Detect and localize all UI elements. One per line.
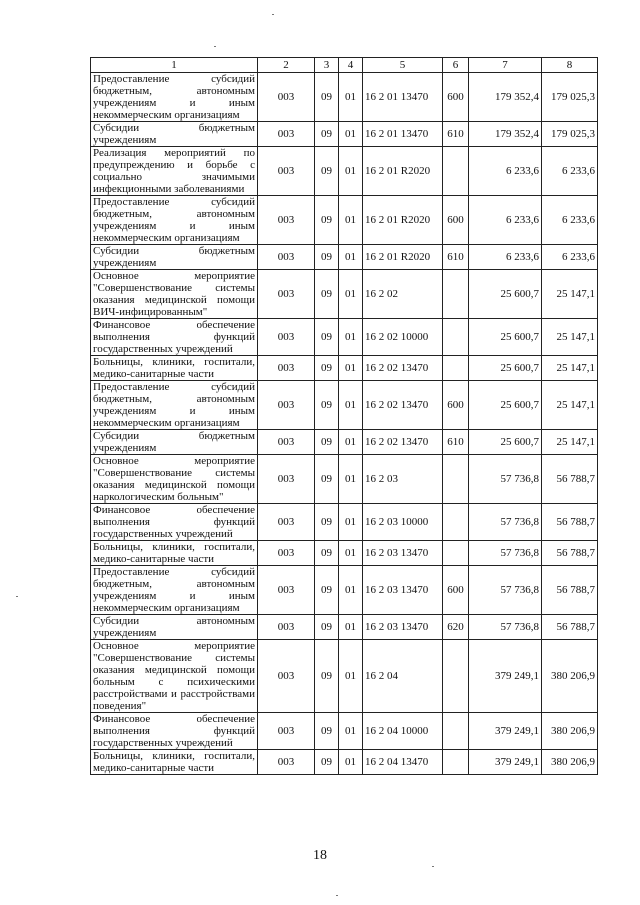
column-header-1: 1: [91, 58, 258, 73]
cell-amount-year-2: 6 233,6: [542, 147, 598, 196]
cell-section: 09: [315, 640, 339, 713]
cell-amount-year-2: 56 788,7: [542, 541, 598, 566]
cell-subsection: 01: [339, 122, 363, 147]
cell-section: 09: [315, 381, 339, 430]
cell-subsection: 01: [339, 245, 363, 270]
cell-name: Больницы, клиники, госпитали, медико-санитарные части: [91, 750, 258, 775]
cell-amount-year-1: 25 600,7: [469, 319, 542, 356]
cell-name: Предоставление субсидий бюджетным, автономным учреждениям и иным некоммерческим организациям: [91, 196, 258, 245]
cell-expense-type: 610: [443, 122, 469, 147]
cell-section: 09: [315, 356, 339, 381]
cell-amount-year-1: 57 736,8: [469, 566, 542, 615]
cell-expense-type: 600: [443, 566, 469, 615]
cell-section: 09: [315, 319, 339, 356]
table-row: [91, 122, 598, 147]
column-header-7: 7: [469, 58, 542, 73]
table-row: [91, 541, 598, 566]
cell-ministry-code: 003: [258, 455, 315, 504]
cell-subsection: 01: [339, 270, 363, 319]
cell-target-article: 16 2 04: [363, 640, 443, 713]
column-header-6: 6: [443, 58, 469, 73]
column-header-2: 2: [258, 58, 315, 73]
cell-expense-type: [443, 270, 469, 319]
cell-subsection: 01: [339, 356, 363, 381]
cell-ministry-code: 003: [258, 750, 315, 775]
cell-name: Предоставление субсидий бюджетным, автономным учреждениям и иным некоммерческим организациям: [91, 566, 258, 615]
cell-target-article: 16 2 02 10000: [363, 319, 443, 356]
cell-ministry-code: 003: [258, 319, 315, 356]
cell-target-article: 16 2 02 13470: [363, 381, 443, 430]
cell-ministry-code: 003: [258, 615, 315, 640]
cell-amount-year-2: 380 206,9: [542, 750, 598, 775]
table-row: [91, 455, 598, 504]
cell-subsection: 01: [339, 504, 363, 541]
cell-subsection: 01: [339, 713, 363, 750]
table-row: [91, 430, 598, 455]
cell-expense-type: 610: [443, 245, 469, 270]
cell-name: Субсидии бюджетным учреждениям: [91, 430, 258, 455]
cell-subsection: 01: [339, 430, 363, 455]
column-header-5: 5: [363, 58, 443, 73]
cell-expense-type: 600: [443, 73, 469, 122]
cell-target-article: 16 2 04 10000: [363, 713, 443, 750]
cell-amount-year-1: 379 249,1: [469, 713, 542, 750]
scan-speck: [272, 14, 274, 15]
cell-ministry-code: 003: [258, 640, 315, 713]
cell-section: 09: [315, 430, 339, 455]
cell-amount-year-2: 56 788,7: [542, 455, 598, 504]
cell-name: Больницы, клиники, госпитали, медико-санитарные части: [91, 541, 258, 566]
cell-section: 09: [315, 122, 339, 147]
table-row: [91, 640, 598, 713]
cell-name: Предоставление субсидий бюджетным, автономным учреждениям и иным некоммерческим организациям: [91, 73, 258, 122]
cell-amount-year-2: 25 147,1: [542, 270, 598, 319]
table-row: [91, 270, 598, 319]
cell-target-article: 16 2 01 R2020: [363, 196, 443, 245]
cell-ministry-code: 003: [258, 245, 315, 270]
cell-target-article: 16 2 03 13470: [363, 615, 443, 640]
cell-amount-year-2: 179 025,3: [542, 73, 598, 122]
cell-name: Субсидии бюджетным учреждениям: [91, 245, 258, 270]
cell-section: 09: [315, 750, 339, 775]
cell-section: 09: [315, 566, 339, 615]
cell-amount-year-2: 380 206,9: [542, 713, 598, 750]
table-row: [91, 147, 598, 196]
scan-speck: [432, 866, 434, 867]
cell-section: 09: [315, 713, 339, 750]
cell-target-article: 16 2 02 13470: [363, 356, 443, 381]
cell-section: 09: [315, 196, 339, 245]
page-number: 18: [313, 848, 327, 863]
cell-subsection: 01: [339, 147, 363, 196]
scan-speck: [214, 46, 216, 47]
cell-name: Предоставление субсидий бюджетным, автономным учреждениям и иным некоммерческим организациям: [91, 381, 258, 430]
cell-expense-type: [443, 455, 469, 504]
budget-table: [90, 57, 598, 775]
cell-target-article: 16 2 04 13470: [363, 750, 443, 775]
cell-target-article: 16 2 02: [363, 270, 443, 319]
cell-amount-year-2: 6 233,6: [542, 196, 598, 245]
cell-section: 09: [315, 615, 339, 640]
cell-expense-type: [443, 750, 469, 775]
cell-amount-year-2: 6 233,6: [542, 245, 598, 270]
cell-expense-type: [443, 356, 469, 381]
cell-subsection: 01: [339, 541, 363, 566]
cell-amount-year-1: 6 233,6: [469, 245, 542, 270]
cell-ministry-code: 003: [258, 73, 315, 122]
cell-ministry-code: 003: [258, 430, 315, 455]
cell-section: 09: [315, 73, 339, 122]
table-row: [91, 615, 598, 640]
cell-ministry-code: 003: [258, 356, 315, 381]
cell-target-article: 16 2 01 R2020: [363, 245, 443, 270]
cell-target-article: 16 2 03 13470: [363, 541, 443, 566]
cell-expense-type: 600: [443, 196, 469, 245]
column-header-4: 4: [339, 58, 363, 73]
cell-name: Финансовое обеспечение выполнения функций государственных учреждений: [91, 504, 258, 541]
table-row: [91, 319, 598, 356]
cell-amount-year-2: 56 788,7: [542, 504, 598, 541]
table-row: [91, 73, 598, 122]
cell-amount-year-2: 380 206,9: [542, 640, 598, 713]
cell-amount-year-1: 57 736,8: [469, 504, 542, 541]
cell-ministry-code: 003: [258, 381, 315, 430]
cell-subsection: 01: [339, 615, 363, 640]
cell-ministry-code: 003: [258, 541, 315, 566]
table-row: [91, 196, 598, 245]
header-row: [91, 58, 598, 73]
table-row: [91, 245, 598, 270]
cell-amount-year-2: 56 788,7: [542, 566, 598, 615]
cell-name: Основное мероприятие "Совершенствование системы оказания медицинской помощи больным с психическими расстройствами и расстройствами поведения": [91, 640, 258, 713]
cell-target-article: 16 2 03 13470: [363, 566, 443, 615]
cell-name: Субсидии бюджетным учреждениям: [91, 122, 258, 147]
cell-amount-year-2: 25 147,1: [542, 356, 598, 381]
cell-amount-year-1: 379 249,1: [469, 750, 542, 775]
cell-section: 09: [315, 541, 339, 566]
cell-amount-year-2: 25 147,1: [542, 381, 598, 430]
cell-ministry-code: 003: [258, 504, 315, 541]
cell-expense-type: 600: [443, 381, 469, 430]
table-row: [91, 713, 598, 750]
scan-speck: [336, 895, 338, 896]
cell-amount-year-2: 25 147,1: [542, 319, 598, 356]
cell-expense-type: 610: [443, 430, 469, 455]
cell-amount-year-2: 25 147,1: [542, 430, 598, 455]
cell-section: 09: [315, 270, 339, 319]
cell-amount-year-1: 57 736,8: [469, 455, 542, 504]
cell-subsection: 01: [339, 381, 363, 430]
cell-expense-type: [443, 504, 469, 541]
table-row: [91, 356, 598, 381]
cell-amount-year-1: 179 352,4: [469, 122, 542, 147]
table-row: [91, 566, 598, 615]
cell-amount-year-1: 25 600,7: [469, 430, 542, 455]
table-row: [91, 504, 598, 541]
cell-subsection: 01: [339, 319, 363, 356]
cell-amount-year-1: 6 233,6: [469, 196, 542, 245]
cell-target-article: 16 2 03 10000: [363, 504, 443, 541]
cell-expense-type: [443, 319, 469, 356]
cell-ministry-code: 003: [258, 147, 315, 196]
cell-section: 09: [315, 504, 339, 541]
cell-expense-type: [443, 713, 469, 750]
table-row: [91, 381, 598, 430]
cell-subsection: 01: [339, 750, 363, 775]
cell-section: 09: [315, 245, 339, 270]
cell-name: Субсидии автономным учреждениям: [91, 615, 258, 640]
cell-target-article: 16 2 01 13470: [363, 122, 443, 147]
cell-ministry-code: 003: [258, 196, 315, 245]
cell-amount-year-1: 57 736,8: [469, 615, 542, 640]
cell-subsection: 01: [339, 196, 363, 245]
cell-target-article: 16 2 01 13470: [363, 73, 443, 122]
cell-expense-type: [443, 541, 469, 566]
cell-amount-year-1: 379 249,1: [469, 640, 542, 713]
cell-amount-year-2: 56 788,7: [542, 615, 598, 640]
cell-name: Основное мероприятие "Совершенствование системы оказания медицинской помощи ВИЧ-инфицированным": [91, 270, 258, 319]
cell-subsection: 01: [339, 455, 363, 504]
cell-expense-type: 620: [443, 615, 469, 640]
table-row: [91, 750, 598, 775]
cell-target-article: 16 2 03: [363, 455, 443, 504]
cell-ministry-code: 003: [258, 270, 315, 319]
cell-expense-type: [443, 147, 469, 196]
cell-amount-year-1: 179 352,4: [469, 73, 542, 122]
cell-amount-year-1: 25 600,7: [469, 270, 542, 319]
cell-name: Финансовое обеспечение выполнения функций государственных учреждений: [91, 319, 258, 356]
cell-subsection: 01: [339, 640, 363, 713]
cell-amount-year-1: 25 600,7: [469, 356, 542, 381]
cell-name: Основное мероприятие "Совершенствование системы оказания медицинской помощи наркологическим больным": [91, 455, 258, 504]
cell-amount-year-1: 57 736,8: [469, 541, 542, 566]
cell-target-article: 16 2 01 R2020: [363, 147, 443, 196]
cell-name: Финансовое обеспечение выполнения функций государственных учреждений: [91, 713, 258, 750]
cell-expense-type: [443, 640, 469, 713]
cell-target-article: 16 2 02 13470: [363, 430, 443, 455]
cell-section: 09: [315, 455, 339, 504]
column-header-8: 8: [542, 58, 598, 73]
cell-amount-year-1: 6 233,6: [469, 147, 542, 196]
cell-amount-year-2: 179 025,3: [542, 122, 598, 147]
cell-ministry-code: 003: [258, 713, 315, 750]
column-header-3: 3: [315, 58, 339, 73]
cell-subsection: 01: [339, 73, 363, 122]
table-body: [91, 73, 598, 775]
scan-speck: [16, 596, 18, 597]
cell-ministry-code: 003: [258, 122, 315, 147]
cell-section: 09: [315, 147, 339, 196]
cell-name: Реализация мероприятий по предупреждению и борьбе с социально значимыми инфекционными заболеваниями: [91, 147, 258, 196]
cell-amount-year-1: 25 600,7: [469, 381, 542, 430]
cell-ministry-code: 003: [258, 566, 315, 615]
cell-subsection: 01: [339, 566, 363, 615]
cell-name: Больницы, клиники, госпитали, медико-санитарные части: [91, 356, 258, 381]
